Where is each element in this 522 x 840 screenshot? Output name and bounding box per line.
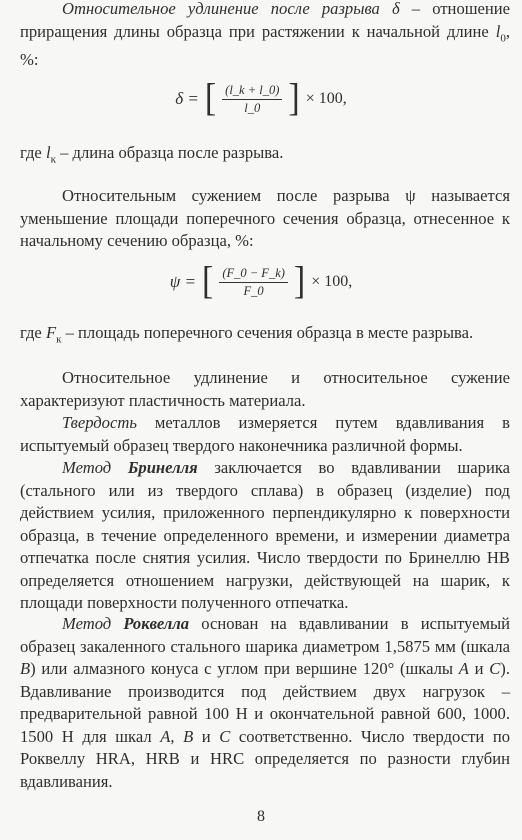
page-number: 8 <box>257 808 265 825</box>
paragraph-text: металлов измеряется путем вдавливания в испытуемый образец твердого наконечника различной формы. <box>20 413 510 455</box>
formula-denominator: F_0 <box>243 283 264 298</box>
term-elongation: Относительное удлинение после разрыва δ <box>62 0 400 18</box>
paragraph-plasticity: Относительное удлинение и относительное сужение характеризуют пластичность материала. <box>20 368 510 410</box>
method-label: Метод <box>62 614 124 633</box>
paragraph-text: , %: <box>20 21 510 70</box>
paragraph-fk-definition <box>20 322 510 351</box>
scale-letter: B <box>183 726 194 746</box>
paragraph-brinell <box>20 457 510 615</box>
paragraph-text: соответственно. Число твердости по Роквеллу HRA, HRB и HRC определяется по разности глубин вдавливания. <box>20 726 511 791</box>
formula-numerator: (l_k + l_0) <box>222 83 282 100</box>
paragraph-elongation-definition <box>20 0 510 72</box>
paragraph-text: ). Вдавливание производится под действием двух нагрузок – предварительной равной 100 Н и окончательной равной 600, 1000. 1500 Н для шкал <box>20 659 510 746</box>
paragraph-text: – длина образца после разрыва. <box>55 143 284 162</box>
paragraph-text: , <box>170 726 184 746</box>
bracket-right: ] <box>293 260 306 303</box>
paragraph-lk-definition <box>20 142 510 171</box>
formula-fraction <box>222 83 282 116</box>
paragraph-text: ) или алмазного конуса с углом при вершине 120° (шкалы <box>30 659 459 678</box>
paragraph-text: – отношение приращения длины образца при растяжении к начальной длине <box>20 0 511 41</box>
formula-reduction <box>0 260 522 303</box>
term-brinell: Бринелля <box>127 458 198 477</box>
paragraph-text: – площадь поперечного сечения образца в месте разрыва. <box>61 323 474 342</box>
var-f: F <box>45 323 57 342</box>
term-hardness: Твердость <box>62 413 137 432</box>
formula-fraction <box>219 266 288 299</box>
scale-letter: A <box>160 726 171 746</box>
var-subscript: к <box>56 333 62 346</box>
paragraph-text: и <box>193 726 220 746</box>
paragraph-text: где <box>20 323 46 342</box>
paragraph-text: и <box>468 659 490 678</box>
var-subscript: 0 <box>500 31 506 44</box>
scale-letter: B <box>20 659 31 678</box>
paragraph-text: основан на вдавливании в испытуемый образец закаленного стального шарика диаметром 1,5875 мм (шкала <box>20 614 510 656</box>
scale-letter: A <box>458 659 469 678</box>
bracket-left: [ <box>202 260 214 303</box>
formula-lhs: δ = <box>175 89 199 108</box>
var-l: l <box>495 21 501 41</box>
bracket-right: ] <box>288 77 300 120</box>
formula-numerator: (F_0 − F_k) <box>219 266 288 283</box>
scale-letter: C <box>219 726 231 746</box>
formula-lhs: ψ = <box>169 272 196 291</box>
paragraph-hardness <box>20 412 510 457</box>
scale-letter: C <box>489 659 501 678</box>
paragraph-rockwell <box>20 613 510 793</box>
bracket-left: [ <box>204 77 217 120</box>
term-rockwell: Роквелла <box>123 614 190 633</box>
paragraph-reduction-definition: Относительным сужением после разрыва ψ называется уменьшение площади поперечного сечения образца, отнесенное к начальному сечению образца, %: <box>20 186 510 250</box>
formula-rhs: × 100, <box>305 90 347 107</box>
formula-elongation <box>0 77 522 120</box>
var-subscript: к <box>50 153 56 166</box>
formula-denominator: l_0 <box>244 100 261 115</box>
paragraph-text: где <box>20 143 46 162</box>
formula-rhs: × 100, <box>311 273 353 290</box>
var-l: l <box>45 143 51 162</box>
paragraph-text: заключается во вдавливании шарика (стального или из твердого сплава) в образец (изделие) под действием усилия, приложенного перпендикулярно к поверхности образца, в течение определенного времени, и измерении диаметра отпечатка после снятия усилия. Число твердости по Бринеллю HB определяется отношением нагрузки, действующей на шарик, к площади поверхности полученного отпечатка. <box>20 458 511 612</box>
method-label: Метод <box>62 458 128 477</box>
